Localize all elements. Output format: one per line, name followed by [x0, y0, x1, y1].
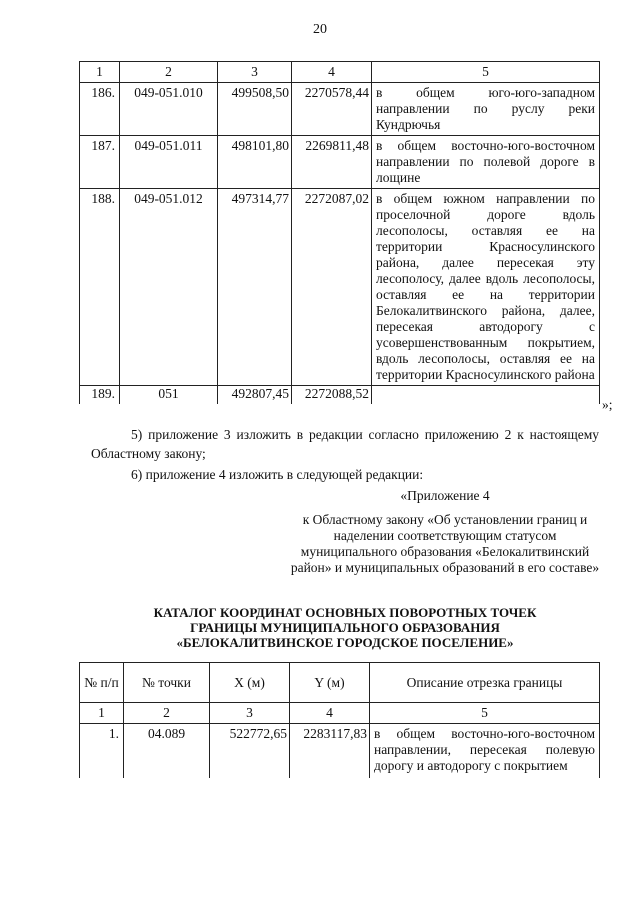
- row-number: 189.: [80, 386, 120, 405]
- appendix-title: «Приложение 4: [400, 488, 490, 503]
- column-number: 5: [370, 703, 600, 724]
- appendix-reference: к Областному закону «Об установлении границ и наделении соответствующим статусом муниципального образования «Белокалитвинский район» и муниципальных образований в его составе»: [290, 512, 600, 575]
- page-number: 20: [313, 22, 327, 37]
- coordinates-table-continued: [79, 61, 600, 404]
- segment-description: в общем южном направлении по проселочной дороге вдоль лесополосы, оставляя ее на территории Красносулинского района, далее пересекая эту лесополосу, далее вдоль лесополосы, оставляя ее на территории Белокалитвинского района, далее, пересекая автодорогу с усовершенствованным покрытием, вдоль лесополосы, оставляя ее на территории Красносулинского района: [372, 189, 600, 386]
- column-number: 2: [124, 703, 210, 724]
- column-header: Y (м): [290, 663, 370, 703]
- row-number: 186.: [80, 83, 120, 136]
- row-number: 1.: [80, 724, 124, 779]
- point-number: 049-051.012: [120, 189, 218, 386]
- point-number: 051: [120, 386, 218, 405]
- point-number: 049-051.011: [120, 136, 218, 189]
- segment-description: [372, 386, 600, 405]
- y-coordinate: 2272087,02: [292, 189, 372, 386]
- paragraph-item-5: 5) приложение 3 изложить в редакции согласно приложению 2 к настоящему Областному закону;: [91, 427, 599, 461]
- header-cell: 4: [292, 62, 372, 83]
- header-cell: 1: [80, 62, 120, 83]
- x-coordinate: 497314,77: [218, 189, 292, 386]
- row-number: 188.: [80, 189, 120, 386]
- segment-description: в общем юго-юго-западном направлении по руслу реки Кундрючья: [372, 83, 600, 136]
- table-row: [80, 136, 600, 189]
- catalog-title-line: ГРАНИЦЫ МУНИЦИПАЛЬНОГО ОБРАЗОВАНИЯ: [190, 620, 500, 635]
- x-coordinate: 499508,50: [218, 83, 292, 136]
- column-number: 4: [290, 703, 370, 724]
- header-cell: 3: [218, 62, 292, 83]
- table-header-row: [80, 62, 600, 83]
- row-number: 187.: [80, 136, 120, 189]
- catalog-title-line: «БЕЛОКАЛИТВИНСКОЕ ГОРОДСКОЕ ПОСЕЛЕНИЕ»: [176, 635, 514, 650]
- y-coordinate: 2272088,52: [292, 386, 372, 405]
- y-coordinate: 2283117,83: [290, 724, 370, 779]
- table-row: [80, 83, 600, 136]
- table-row: [80, 724, 600, 779]
- column-number: 3: [210, 703, 290, 724]
- column-header: № точки: [124, 663, 210, 703]
- catalog-title: [91, 605, 599, 650]
- segment-description: в общем восточно-юго-восточном направлении по полевой дороге в лощине: [372, 136, 600, 189]
- column-header: X (м): [210, 663, 290, 703]
- coordinates-catalog-table: [79, 662, 600, 778]
- header-cell: 5: [372, 62, 600, 83]
- y-coordinate: 2269811,48: [292, 136, 372, 189]
- column-header: № п/п: [80, 663, 124, 703]
- column-number: 1: [80, 703, 124, 724]
- segment-description: в общем восточно-юго-восточном направлении, пересекая полевую дорогу и автодорогу с покрытием: [370, 724, 600, 779]
- catalog-title-line: КАТАЛОГ КООРДИНАТ ОСНОВНЫХ ПОВОРОТНЫХ ТОЧЕК: [153, 605, 537, 620]
- table-row: [80, 189, 600, 386]
- x-coordinate: 492807,45: [218, 386, 292, 405]
- point-number: 04.089: [124, 724, 210, 779]
- paragraph-item-6: 6) приложение 4 изложить в следующей редакции:: [131, 467, 424, 482]
- header-cell: 2: [120, 62, 218, 83]
- column-header: Описание отрезка границы: [370, 663, 600, 703]
- table-row: [80, 386, 600, 405]
- table-header-row: [80, 663, 600, 703]
- x-coordinate: 498101,80: [218, 136, 292, 189]
- point-number: 049-051.010: [120, 83, 218, 136]
- x-coordinate: 522772,65: [210, 724, 290, 779]
- closing-quote: »;: [602, 397, 613, 412]
- column-number-row: [80, 703, 600, 724]
- y-coordinate: 2270578,44: [292, 83, 372, 136]
